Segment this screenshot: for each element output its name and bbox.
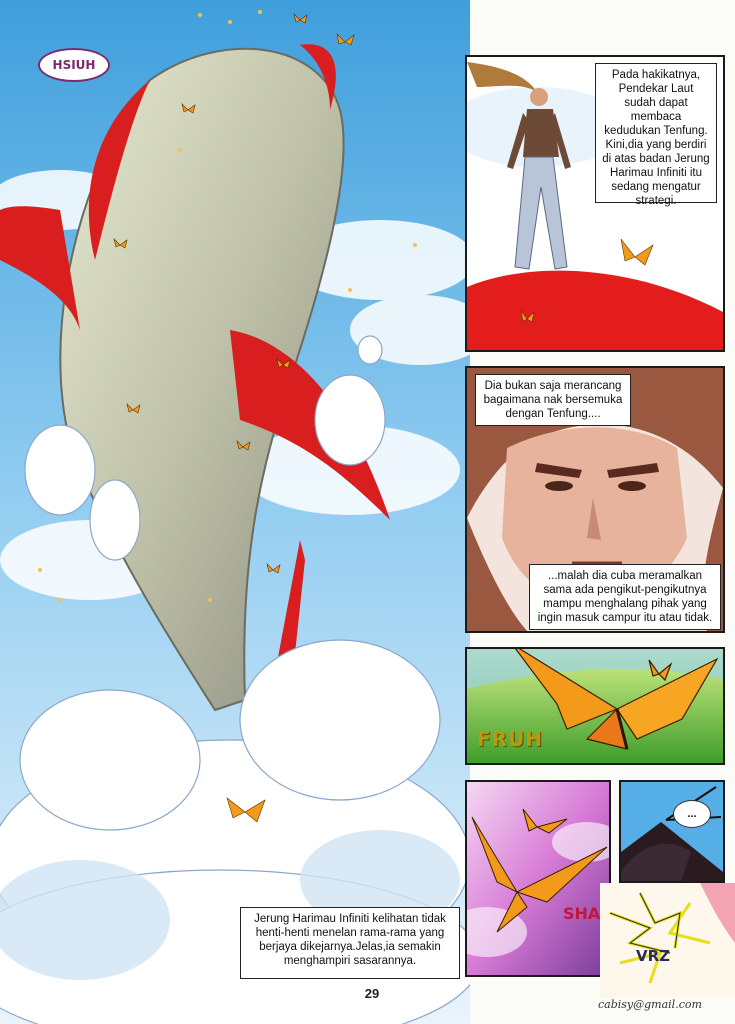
- sfx-fruh: FRUH: [477, 727, 544, 751]
- sfx-hsiuh: HSIUH: [52, 58, 96, 72]
- caption-hero-strategy: Pada hakikatnya, Pendekar Laut sudah dapat membaca kedudukan Tenfung. Kini,dia yang berdiri di atas badan Jerung Harimau Infiniti itu sedang mengatur strategi.: [595, 63, 717, 203]
- panel-creature-closeup: [619, 780, 725, 883]
- panel-standing-hero: [465, 55, 725, 352]
- caption-planning: Dia bukan saja merancang bagaimana nak bersemuka dengan Tenfung....: [475, 374, 631, 426]
- caption-prediction: ...malah dia cuba meramalkan sama ada pengikut-pengikutnya mampu menghalang pihak yang ingin masuk campur itu atau tidak.: [529, 564, 721, 630]
- ellipsis-text: ...: [687, 808, 697, 820]
- sfx-sha: SHA: [563, 904, 601, 923]
- panel-butterfly-flight: [465, 647, 725, 765]
- creature-illustration: [621, 782, 723, 881]
- caption-shark: Jerung Harimau Infiniti kelihatan tidak henti-henti menelan rama-rama yang berjaya dikejarnya.Jelas,ia semakin menghampiri sasarannya.: [240, 907, 460, 979]
- scan-credit: cabisy@gmail.com: [598, 998, 702, 1011]
- butterflies-pink-illustration: [467, 782, 609, 975]
- panel-butterflies-pink: [465, 780, 611, 977]
- page-number: 29: [364, 986, 380, 1001]
- panel-hero-closeup: [465, 366, 725, 633]
- sfx-hsiuh-bubble: [38, 48, 110, 82]
- ellipsis-bubble: [673, 800, 711, 828]
- energy-burst-illustration: [600, 883, 735, 998]
- sfx-vrz: VRZ: [636, 947, 671, 965]
- panel-energy-burst: [600, 883, 735, 998]
